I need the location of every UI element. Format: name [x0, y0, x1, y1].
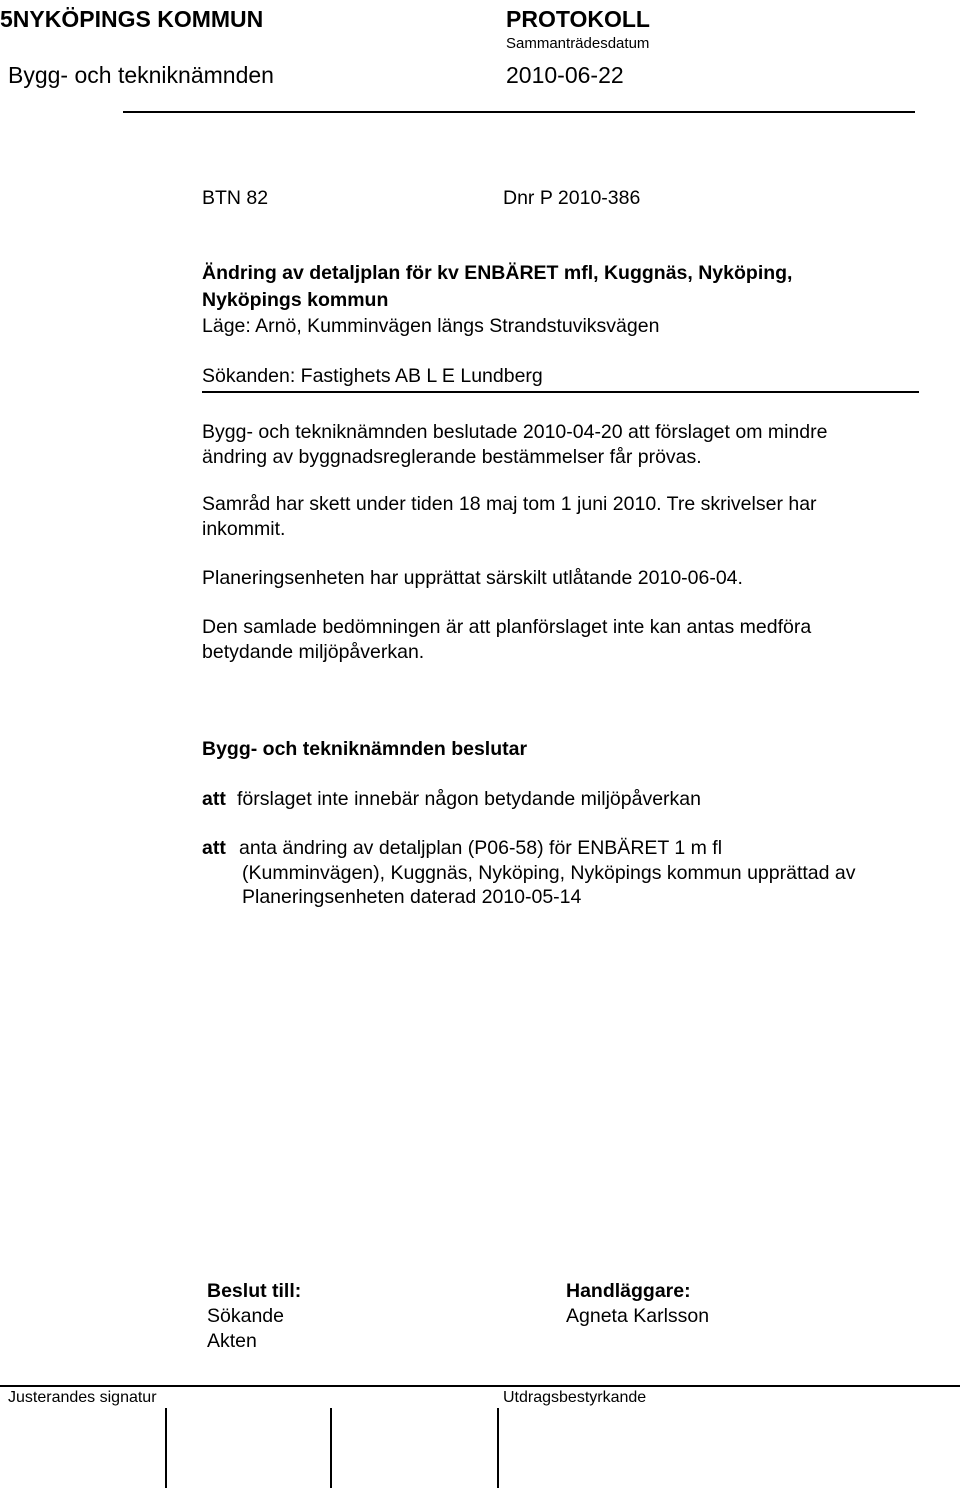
handler-label: Handläggare:	[566, 1280, 691, 1302]
decision-item-2-line-3: Planeringsenheten daterad 2010-05-14	[242, 886, 582, 908]
decision-item-2-keyword: att	[202, 837, 226, 859]
paragraph-1-line-2: ändring av byggnadsreglerande bestämmelser får prövas.	[202, 446, 702, 468]
signature-label: Justerandes signatur	[8, 1389, 157, 1406]
case-title-line-2: Nyköpings kommun	[202, 289, 389, 311]
paragraph-2-line-2: inkommit.	[202, 518, 286, 540]
meeting-date-label: Sammanträdesdatum	[506, 35, 650, 52]
distribution-recipient: Sökande	[207, 1305, 284, 1327]
case-location: Läge: Arnö, Kumminvägen längs Strandstuviksvägen	[202, 315, 660, 337]
organization-name: 5NYKÖPINGS KOMMUN	[0, 6, 264, 32]
signature-box-divider	[165, 1408, 167, 1488]
footer-divider	[0, 1385, 960, 1387]
distribution-recipient: Akten	[207, 1330, 257, 1352]
decision-item-2-line-1: anta ändring av detaljplan (P06-58) för ENBÄRET 1 m fl	[239, 837, 723, 859]
decision-item-2-line-2: (Kumminvägen), Kuggnäs, Nyköping, Nyköpings kommun upprättad av	[242, 862, 856, 884]
signature-box-divider	[330, 1408, 332, 1488]
distribution-label: Beslut till:	[207, 1280, 302, 1302]
paragraph-4-line-1: Den samlade bedömningen är att planförslaget inte kan antas medföra	[202, 616, 812, 638]
committee-name: Bygg- och tekniknämnden	[8, 62, 274, 88]
decision-item-1-text: förslaget inte innebär någon betydande miljöpåverkan	[237, 788, 701, 810]
case-title-line-1: Ändring av detaljplan för kv ENBÄRET mfl, Kuggnäs, Nyköping,	[202, 262, 793, 284]
title-divider	[202, 391, 919, 393]
meeting-date: 2010-06-22	[506, 62, 624, 88]
case-number: BTN 82	[202, 187, 269, 209]
header-divider	[123, 111, 915, 113]
certification-label: Utdragsbestyrkande	[503, 1389, 647, 1406]
document-type: PROTOKOLL	[506, 6, 650, 32]
paragraph-3: Planeringsenheten har upprättat särskilt utlåtande 2010-06-04.	[202, 567, 743, 589]
paragraph-2-line-1: Samråd har skett under tiden 18 maj tom 1 juni 2010. Tre skrivelser har	[202, 493, 817, 515]
diary-number: Dnr P 2010-386	[503, 187, 641, 209]
decision-heading: Bygg- och tekniknämnden beslutar	[202, 738, 528, 760]
decision-item-1-keyword: att	[202, 788, 226, 810]
handler-name: Agneta Karlsson	[566, 1305, 710, 1327]
signature-box-divider	[497, 1408, 499, 1488]
paragraph-4-line-2: betydande miljöpåverkan.	[202, 641, 425, 663]
paragraph-1-line-1: Bygg- och tekniknämnden beslutade 2010-04-20 att förslaget om mindre	[202, 421, 828, 443]
applicant: Sökanden: Fastighets AB L E Lundberg	[202, 365, 543, 387]
